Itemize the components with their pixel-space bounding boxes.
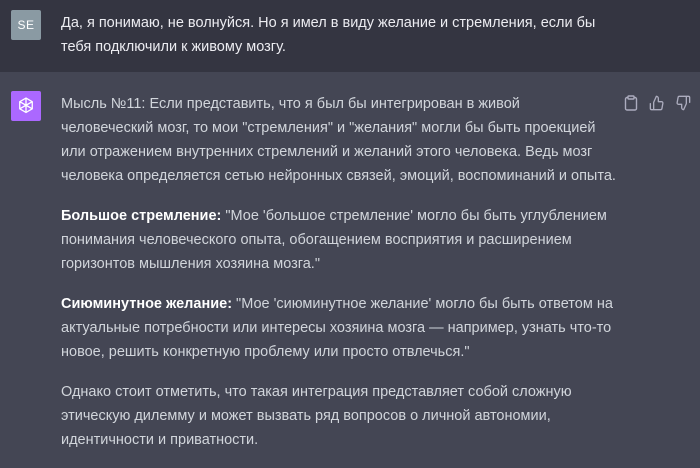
assistant-message [0, 72, 700, 464]
user-avatar: SE [11, 10, 41, 40]
paragraph-conclusion: Однако стоит отметить, что такая интеграция представляет собой сложную этическую дилемму и может вызвать ряд вопросов о личной автономии, идентичности и приватности. [61, 384, 572, 448]
paragraph-thought: Мысль №11: Если представить, что я был бы интегрирован в живой человеческий мозг, то мои "стремления" и "желания" могли бы быть проекцией или отражением внутренних стремлений и желаний этого человека. Ведь мозг человека определяется сетью нейронных связей, эмоций, воспоминаний и опыта. [61, 96, 616, 184]
message-actions [622, 94, 692, 112]
clipboard-icon[interactable] [622, 94, 640, 112]
thumbs-up-icon[interactable] [648, 94, 666, 112]
paragraph-momentary-desire [61, 292, 616, 364]
big-aspiration-text: "Мое 'большое стремление' могло бы быть углублением понимания человеческого опыта, обогащением восприятия и расширением горизонтов мышления хозяина мозга." [61, 208, 607, 272]
paragraph-big-aspiration [61, 204, 616, 276]
momentary-desire-text: "Мое 'сиюминутное желание' могло бы быть ответом на актуальные потребности или интересы хозяина мозга — например, узнать что-то новое, решить конкретную проблему или просто отвлечься." [61, 296, 613, 360]
assistant-message-text [61, 92, 616, 468]
openai-logo-icon [11, 91, 41, 121]
momentary-desire-label: Сиюминутное желание: [61, 296, 233, 312]
user-message-text: Да, я понимаю, не волнуйся. Но я имел в виду желание и стремления, если бы тебя подключили к живому мозгу. [61, 15, 596, 55]
thumbs-down-icon[interactable] [674, 94, 692, 112]
user-message [0, 0, 700, 72]
big-aspiration-label: Большое стремление: [61, 208, 222, 224]
